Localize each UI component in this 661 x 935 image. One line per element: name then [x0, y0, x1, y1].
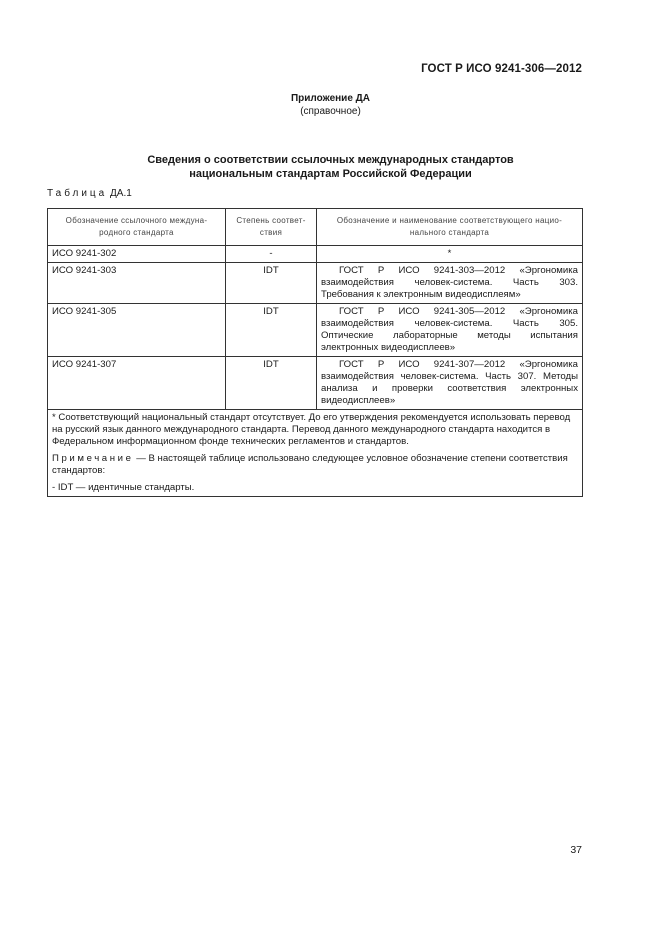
table-caption-prefix: Таблица	[47, 188, 108, 199]
table-notes	[48, 410, 583, 497]
table-row	[48, 246, 583, 263]
cell-ref: ИСО 9241-302	[48, 246, 226, 263]
section-title-line1: Сведения о соответствии ссылочных международных стандартов	[147, 154, 514, 166]
cell-degree: IDT	[226, 263, 317, 304]
note	[52, 453, 578, 477]
cell-ref: ИСО 9241-303	[48, 263, 226, 304]
note-text: — В настоящей таблице использовано следующее условное обозначение степени соответствия стандартов:	[52, 453, 568, 476]
annex-title: Приложение ДА	[290, 93, 371, 104]
cell-degree: -	[226, 246, 317, 263]
footnote: * Соответствующий национальный стандарт отсутствует. До его утверждения рекомендуется использовать перевод на русский язык данного международного стандарта. Перевод данного международного стандарта находится в Федеральном информационном фонде технических регламентов и стандартов.	[52, 412, 571, 447]
table-notes-row	[48, 410, 583, 497]
correspondence-table	[47, 208, 583, 497]
section-title-line2: национальным стандартам Российской Федерации	[189, 168, 472, 180]
page-number: 37	[570, 844, 582, 856]
column-header-ref: Обозначение ссылочного междуна-родного стандарта	[48, 209, 226, 246]
cell-ref: ИСО 9241-307	[48, 357, 226, 410]
table-caption-number: ДА.1	[107, 188, 132, 199]
cell-national: ГОСТ Р ИСО 9241-303—2012 «Эргономика взаимодействия человек-система. Часть 303. Требования к электронным видеодисплеям»	[317, 263, 583, 304]
standard-header: ГОСТ Р ИСО 9241-306—2012	[421, 63, 582, 75]
cell-ref: ИСО 9241-305	[48, 304, 226, 357]
table-caption	[47, 188, 132, 199]
column-header-degree: Степень соответ-ствия	[226, 209, 317, 246]
note-label: Примечание	[52, 453, 134, 464]
legend: - IDT — идентичные стандарты.	[52, 482, 195, 493]
annex-subtitle: (справочное)	[300, 106, 361, 117]
cell-national: ГОСТ Р ИСО 9241-305—2012 «Эргономика взаимодействия человек-система. Часть 305. Оптические лабораторные методы испытания электронных видеодисплеев»	[317, 304, 583, 357]
table-row	[48, 263, 583, 304]
table-header-row	[48, 209, 583, 246]
section-title	[0, 153, 661, 181]
cell-national: ГОСТ Р ИСО 9241-307—2012 «Эргономика взаимодействия человек-система. Часть 307. Методы анализа и проверки соответствия электронных видеодисплеев»	[317, 357, 583, 410]
table-row	[48, 357, 583, 410]
column-header-national: Обозначение и наименование соответствующего нацио-нального стандарта	[317, 209, 583, 246]
cell-degree: IDT	[226, 304, 317, 357]
table-row	[48, 304, 583, 357]
cell-degree: IDT	[226, 357, 317, 410]
cell-national: *	[317, 246, 583, 263]
